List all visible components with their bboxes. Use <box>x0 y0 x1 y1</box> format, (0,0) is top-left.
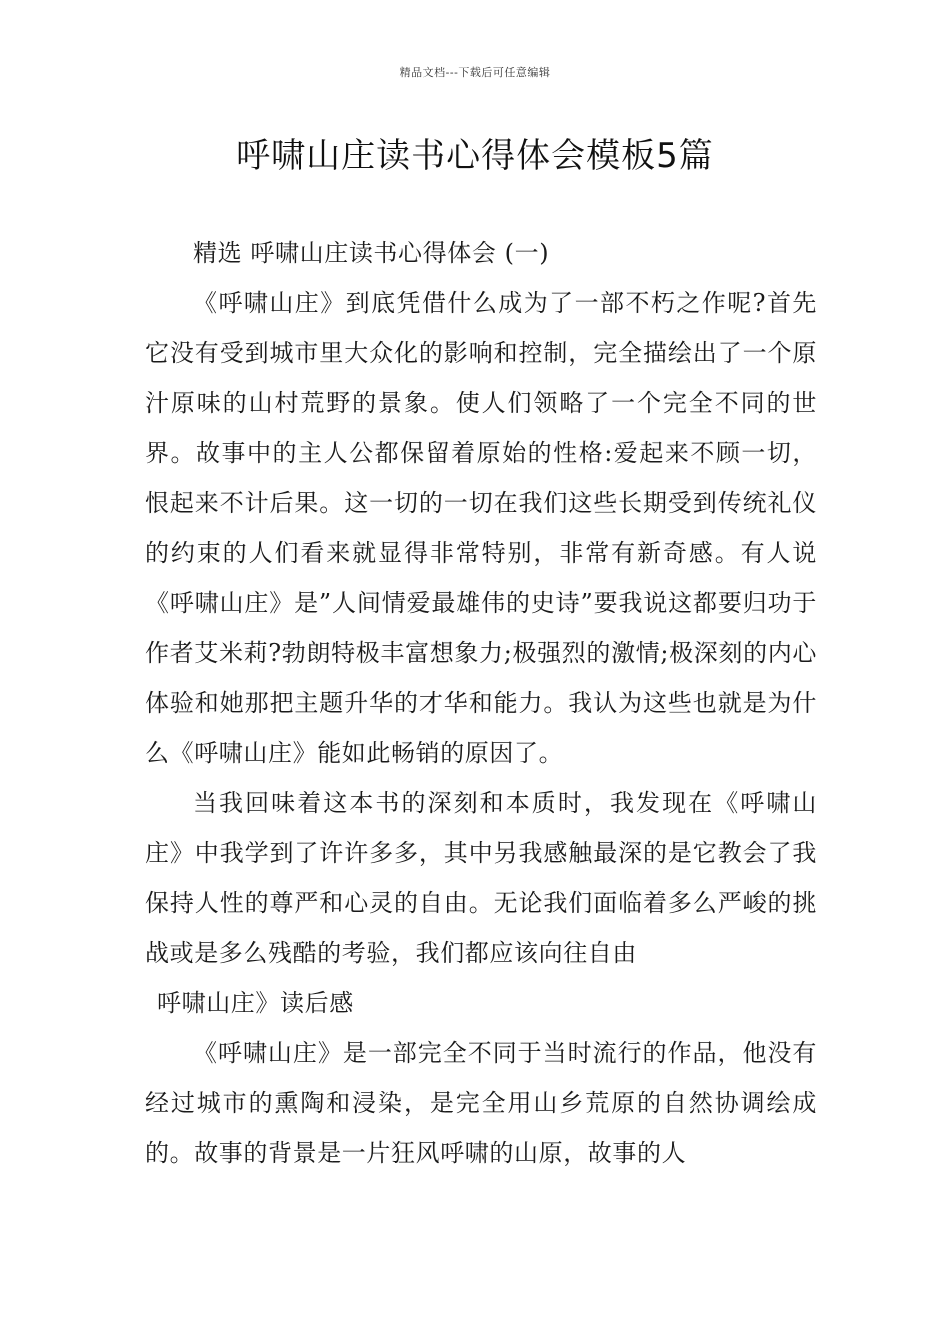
header-watermark: 精品文档---下载后可任意编辑 <box>399 66 551 79</box>
paragraph: 《呼啸山庄》是一部完全不同于当时流行的作品，他没有经过城市的熏陶和浸染，是完全用山乡荒原的自然协调绘成的。故事的背景是一片狂风呼啸的山原，故事的人 <box>145 1039 817 1167</box>
paragraph: 当我回味着这本书的深刻和本质时，我发现在《呼啸山庄》中我学到了许许多多，其中另我感触最深的是它教会了我保持人性的尊严和心灵的自由。无论我们面临着多么严峻的挑战或是多么残酷的考验，我们都应该向往自由 <box>145 789 817 967</box>
page-title: 呼啸山庄读书心得体会模板5篇 <box>236 136 714 176</box>
section-heading: 精选 呼啸山庄读书心得体会 (一) <box>193 239 550 267</box>
section-heading: 呼啸山庄》读后感 <box>157 989 354 1017</box>
document-body <box>145 228 817 1178</box>
paragraph: 《呼啸山庄》到底凭借什么成为了一部不朽之作呢?首先它没有受到城市里大众化的影响和控制，完全描绘出了一个原汁原味的山村荒野的景象。使人们领略了一个完全不同的世界。故事中的主人公都保留着原始的性格:爱起来不顾一切，恨起来不计后果。这一切的一切在我们这些长期受到传统礼仪的约束的人们看来就显得非常特别，非常有新奇感。有人说《呼啸山庄》是”人间情爱最雄伟的史诗”要我说这都要归功于作者艾米莉?勃朗特极丰富想象力;极强烈的激情;极深刻的内心体验和她那把主题升华的才华和能力。我认为这些也就是为什么《呼啸山庄》能如此畅销的原因了。 <box>145 289 817 767</box>
